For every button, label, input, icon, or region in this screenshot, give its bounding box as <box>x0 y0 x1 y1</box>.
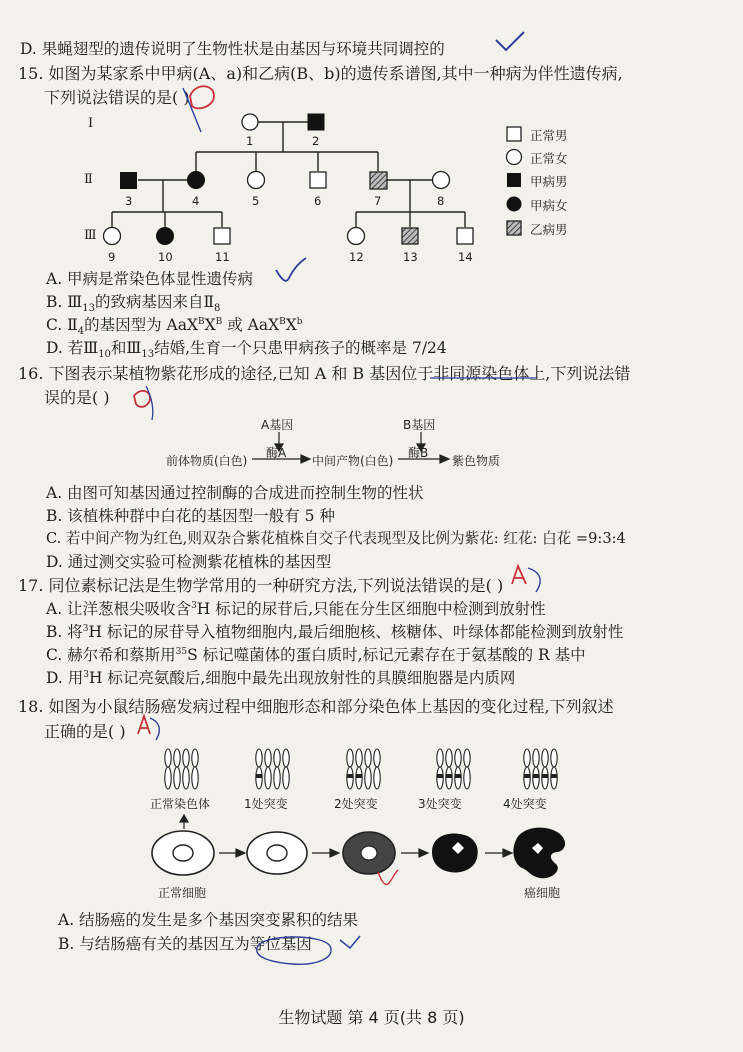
enzyme-b-label: 酶B <box>408 446 429 460</box>
page-footer: 生物试题 第 4 页(共 8 页) <box>278 1008 465 1027</box>
person-number-4: 4 <box>192 194 200 208</box>
enzyme-a-label: 酶A <box>266 446 287 460</box>
answer-circle-q15-icon <box>190 86 214 108</box>
legend-label-disease-b-male: 乙病男 <box>530 222 568 237</box>
q15-stem-line1: 15. 如图为某家系中甲病(A、a)和乙病(B、b)的遗传系谱图,其中一种病为伴性遗传病, <box>18 64 623 83</box>
q16-option-b: B. 该植株种群中白花的基因型一般有 5 种 <box>46 507 335 525</box>
q16-option-d: D. 通过测交实验可检测紫花植株的基因型 <box>46 553 332 571</box>
person-number-12: 12 <box>349 250 364 264</box>
gene-b-label: B基因 <box>403 418 436 432</box>
chromosome-label-normal: 正常染色体 <box>150 797 211 811</box>
legend-label-disease-a-male: 甲病男 <box>530 174 568 189</box>
q17-option-c: C. 赫尔希和蔡斯用$^{35}$S 标记噬菌体的蛋白质时,标记元素存在于氨基酸的 R 基中 <box>46 646 586 664</box>
q15-option-d: D. 若$Ⅲ_{10}$和$Ⅲ_{13}$结婚,生育一个只患甲病孩子的概率是 7/24 <box>46 339 447 361</box>
q18-option-b: B. 与结肠癌有关的基因互为等位基因 <box>58 935 312 953</box>
person-number-1: 1 <box>246 134 254 148</box>
person-number-6: 6 <box>314 194 322 208</box>
person-number-8: 8 <box>437 194 445 208</box>
person-number-9: 9 <box>108 250 116 264</box>
generation-label-3: Ⅲ <box>84 228 97 243</box>
gene-a-label: A基因 <box>261 418 294 432</box>
intermediate-label: 中间产物(白色) <box>312 454 394 468</box>
product-label: 紫色物质 <box>452 454 501 468</box>
cancer-cell-label: 癌细胞 <box>524 886 561 900</box>
chromosome-label-2-mutations: 2处突变 <box>334 797 378 811</box>
person-number-5: 5 <box>252 194 260 208</box>
circle-mark <box>257 937 331 964</box>
q15-option-b: B. $Ⅲ_{13}$的致病基因来自$Ⅱ_8$ <box>46 293 221 315</box>
answer-a-q17-icon <box>512 566 526 584</box>
person-number-3: 3 <box>125 194 133 208</box>
answer-a-q18-icon <box>138 716 150 734</box>
person-number-2: 2 <box>312 134 320 148</box>
normal-cell-label: 正常细胞 <box>158 886 207 900</box>
q15-option-a: A. 甲病是常染色体显性遗传病 <box>46 270 254 288</box>
generation-label-1: Ⅰ <box>88 116 94 131</box>
legend-label-normal-female: 正常女 <box>530 151 568 166</box>
answer-circle-q16-icon <box>134 391 150 407</box>
chromosome-label-1-mutation: 1处突变 <box>244 797 288 811</box>
generation-label-2: Ⅱ <box>84 172 93 187</box>
person-number-13: 13 <box>403 250 418 264</box>
checkmark-q15a-icon <box>276 258 306 281</box>
cross-mark-icon <box>340 936 360 948</box>
q17-option-d: D. 用$^3$H 标记亮氨酸后,细胞中最先出现放射性的具膜细胞器是内质网 <box>46 669 516 687</box>
q16-option-c: C. 若中间产物为红色,则双杂合紫花植株自交子代表现型及比例为紫花: 红花: 白花 =9:3:4 <box>46 530 626 547</box>
person-number-14: 14 <box>458 250 473 264</box>
precursor-label: 前体物质(白色) <box>166 454 248 468</box>
q17-stem: 17. 同位素标记法是生物学常用的一种研究方法,下列说法错误的是( ) <box>18 576 504 595</box>
q16-stem-line1: 16. 下图表示某植物紫花形成的途径,已知 A 和 B 基因位于非同源染色体上,下列说法错 <box>18 364 631 383</box>
person-number-11: 11 <box>215 250 230 264</box>
q16-option-a: A. 由图可知基因通过控制酶的合成进而控制生物的性状 <box>46 484 424 502</box>
legend-label-disease-a-female: 甲病女 <box>530 198 568 213</box>
q15-option-c: C. $Ⅱ_4$的基因型为 $AaX^BX^B$ 或 $AaX^BX^b$ <box>46 316 303 338</box>
legend-label-normal-male: 正常男 <box>530 128 568 143</box>
person-number-10: 10 <box>158 250 173 264</box>
q18-stem-line2: 正确的是( ) <box>44 722 126 741</box>
q15-stem-line2: 下列说法错误的是( ) <box>44 88 190 107</box>
person-number-7: 7 <box>374 194 382 208</box>
chromosome-label-3-mutations: 3处突变 <box>418 797 462 811</box>
q17-option-a: A. 让洋葱根尖吸收含$^3$H 标记的尿苷后,只能在分生区细胞中检测到放射性 <box>46 600 546 618</box>
chromosome-label-4-mutations: 4处突变 <box>503 797 547 811</box>
q14-option-d: D. 果蝇翅型的遗传说明了生物性状是由基因与环境共同调控的 <box>20 40 445 58</box>
checkmark-icon <box>496 32 524 50</box>
q18-stem-line1: 18. 如图为小鼠结肠癌发病过程中细胞形态和部分染色体上基因的变化过程,下列叙述 <box>18 697 614 716</box>
q16-stem-line2: 误的是( ) <box>44 388 110 407</box>
q17-option-b: B. 将$^3$H 标记的尿苷导入植物细胞内,最后细胞核、核糖体、叶绿体都能检测到放射性 <box>46 623 624 641</box>
q18-option-a: A. 结肠癌的发生是多个基因突变累积的结果 <box>58 911 359 929</box>
